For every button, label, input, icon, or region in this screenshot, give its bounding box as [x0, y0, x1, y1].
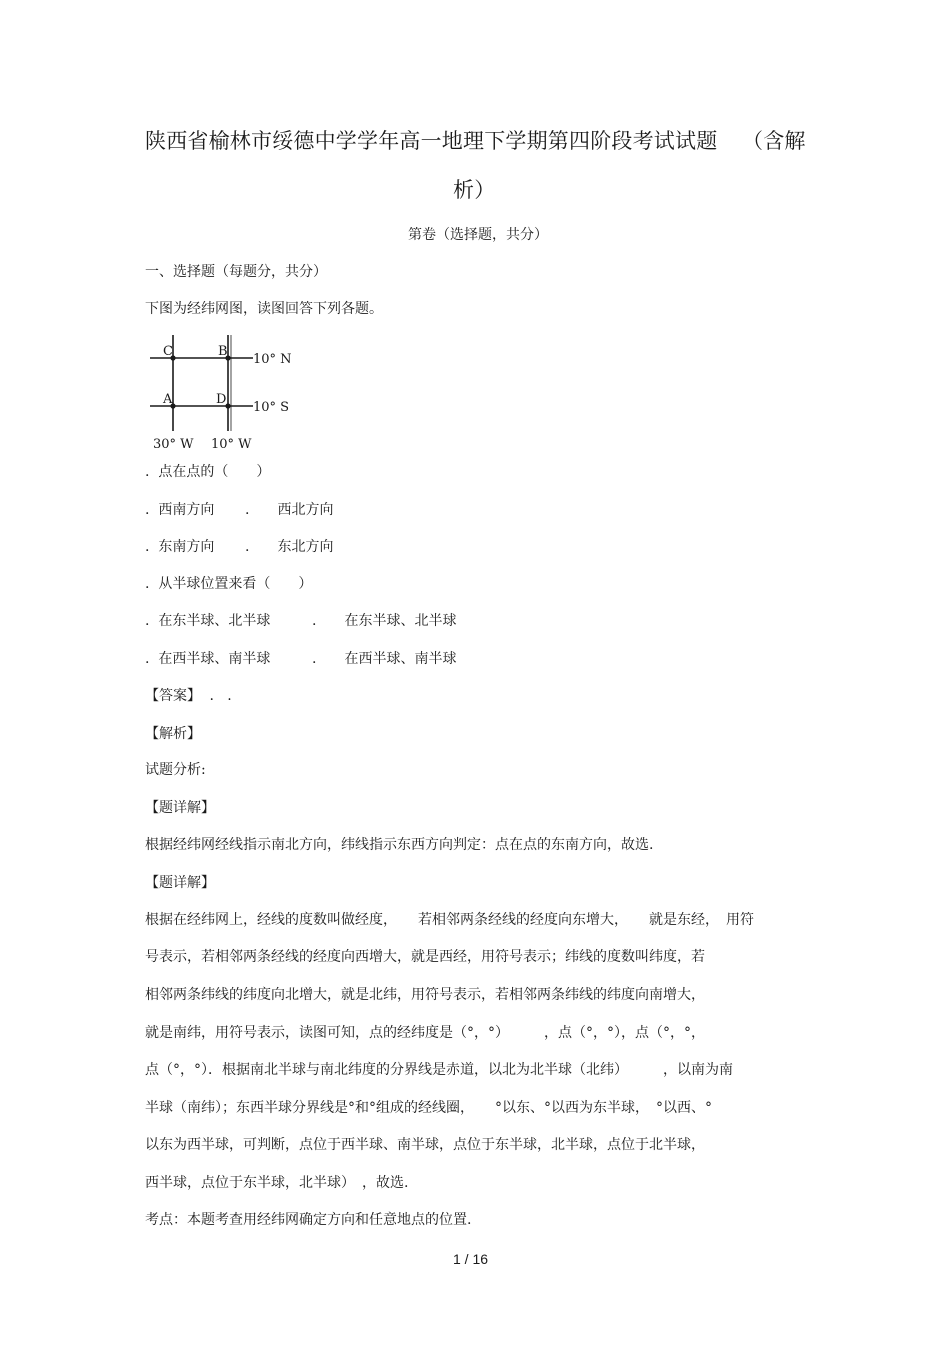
q1-option-a: . 西南方向 — [145, 502, 215, 518]
lon-label-30w: 30° W — [153, 437, 194, 452]
q1-option-c: . 东南方向 — [145, 539, 215, 555]
lat-label-south: 10° S — [253, 400, 290, 415]
question-intro: 下图为经纬网图，读图回答下列各题。 — [145, 301, 383, 317]
answer-value: . . — [205, 688, 232, 704]
point-label-a: A — [163, 392, 173, 407]
q2-option-a: . 在东半球、北半球 — [145, 613, 271, 629]
doc-title-line2: 析） — [453, 178, 496, 202]
detail2-line: 相邻两条纬线的纬度向北增大，就是北纬，用符号表示，若相邻两条纬线的纬度向南增大， — [145, 987, 705, 1003]
detail2-line: 西半球，点位于东半球，北半球） ，故选. — [145, 1175, 409, 1191]
lat-label-north: 10° N — [253, 352, 292, 367]
detail2-line: 以东为西半球，可判断，点位于西半球、南半球，点位于东半球，北半球，点位于北半球， — [145, 1137, 705, 1153]
page-number: 1 / 16 — [453, 1251, 489, 1267]
lon-label-10w: 10° W — [211, 437, 252, 452]
doc-title-suffix: （含解 — [742, 129, 806, 153]
point-label-c: C — [163, 344, 173, 359]
detail2-label: 【题详解】 — [145, 875, 215, 891]
point-label-b: B — [218, 344, 228, 359]
detail2-line: 号表示，若相邻两条经线的经度向西增大，就是西经，用符号表示；纬线的度数叫纬度，若 — [145, 949, 705, 965]
answer-label: 【答案】 — [145, 688, 201, 704]
detail2-line: 就是南纬，用符号表示，读图可知，点的经纬度是（°，°） ，点（°，°），点（°，°， — [145, 1025, 705, 1041]
q1-option-d: . 东北方向 — [245, 539, 334, 555]
detail2-line: 半球（南纬）；东西半球分界线是°和°组成的经线圈， °以东、°以西为东半球， °以西、° — [145, 1100, 712, 1116]
q2-stem: . 从半球位置来看（ ） — [145, 576, 313, 592]
part-heading: 一、选择题（每题分，共分） — [145, 264, 327, 280]
q2-option-c: . 在西半球、南半球 — [145, 651, 271, 667]
section-heading: 第卷（选择题，共分） — [408, 227, 548, 243]
q1-stem: . 点在点的（ ） — [145, 464, 271, 480]
analysis-intro: 试题分析: — [145, 762, 206, 778]
q2-option-b: . 在东半球、北半球 — [312, 613, 457, 629]
kaodian-note: 考点：本题考查用经纬网确定方向和任意地点的位置. — [145, 1212, 472, 1228]
detail1-label: 【题详解】 — [145, 800, 215, 816]
analysis-label: 【解析】 — [145, 726, 201, 742]
q1-option-b: . 西北方向 — [245, 502, 334, 518]
latlon-grid-figure — [145, 333, 315, 453]
detail1-text: 根据经纬网经线指示南北方向，纬线指示东西方向判定：点在点的东南方向，故选. — [145, 837, 654, 853]
q2-option-d: . 在西半球、南半球 — [312, 651, 457, 667]
detail2-line: 点（°，°）．根据南北半球与南北纬度的分界线是赤道，以北为北半球（北纬） ，以南为南 — [145, 1062, 733, 1078]
doc-title-line1: 陕西省榆林市绥德中学学年高一地理下学期第四阶段考试试题 — [145, 129, 718, 153]
point-label-d: D — [216, 392, 227, 407]
detail2-line: 根据在经纬网上，经线的度数叫做经度， 若相邻两条经线的经度向东增大， 就是东经， 用符 — [145, 912, 754, 928]
